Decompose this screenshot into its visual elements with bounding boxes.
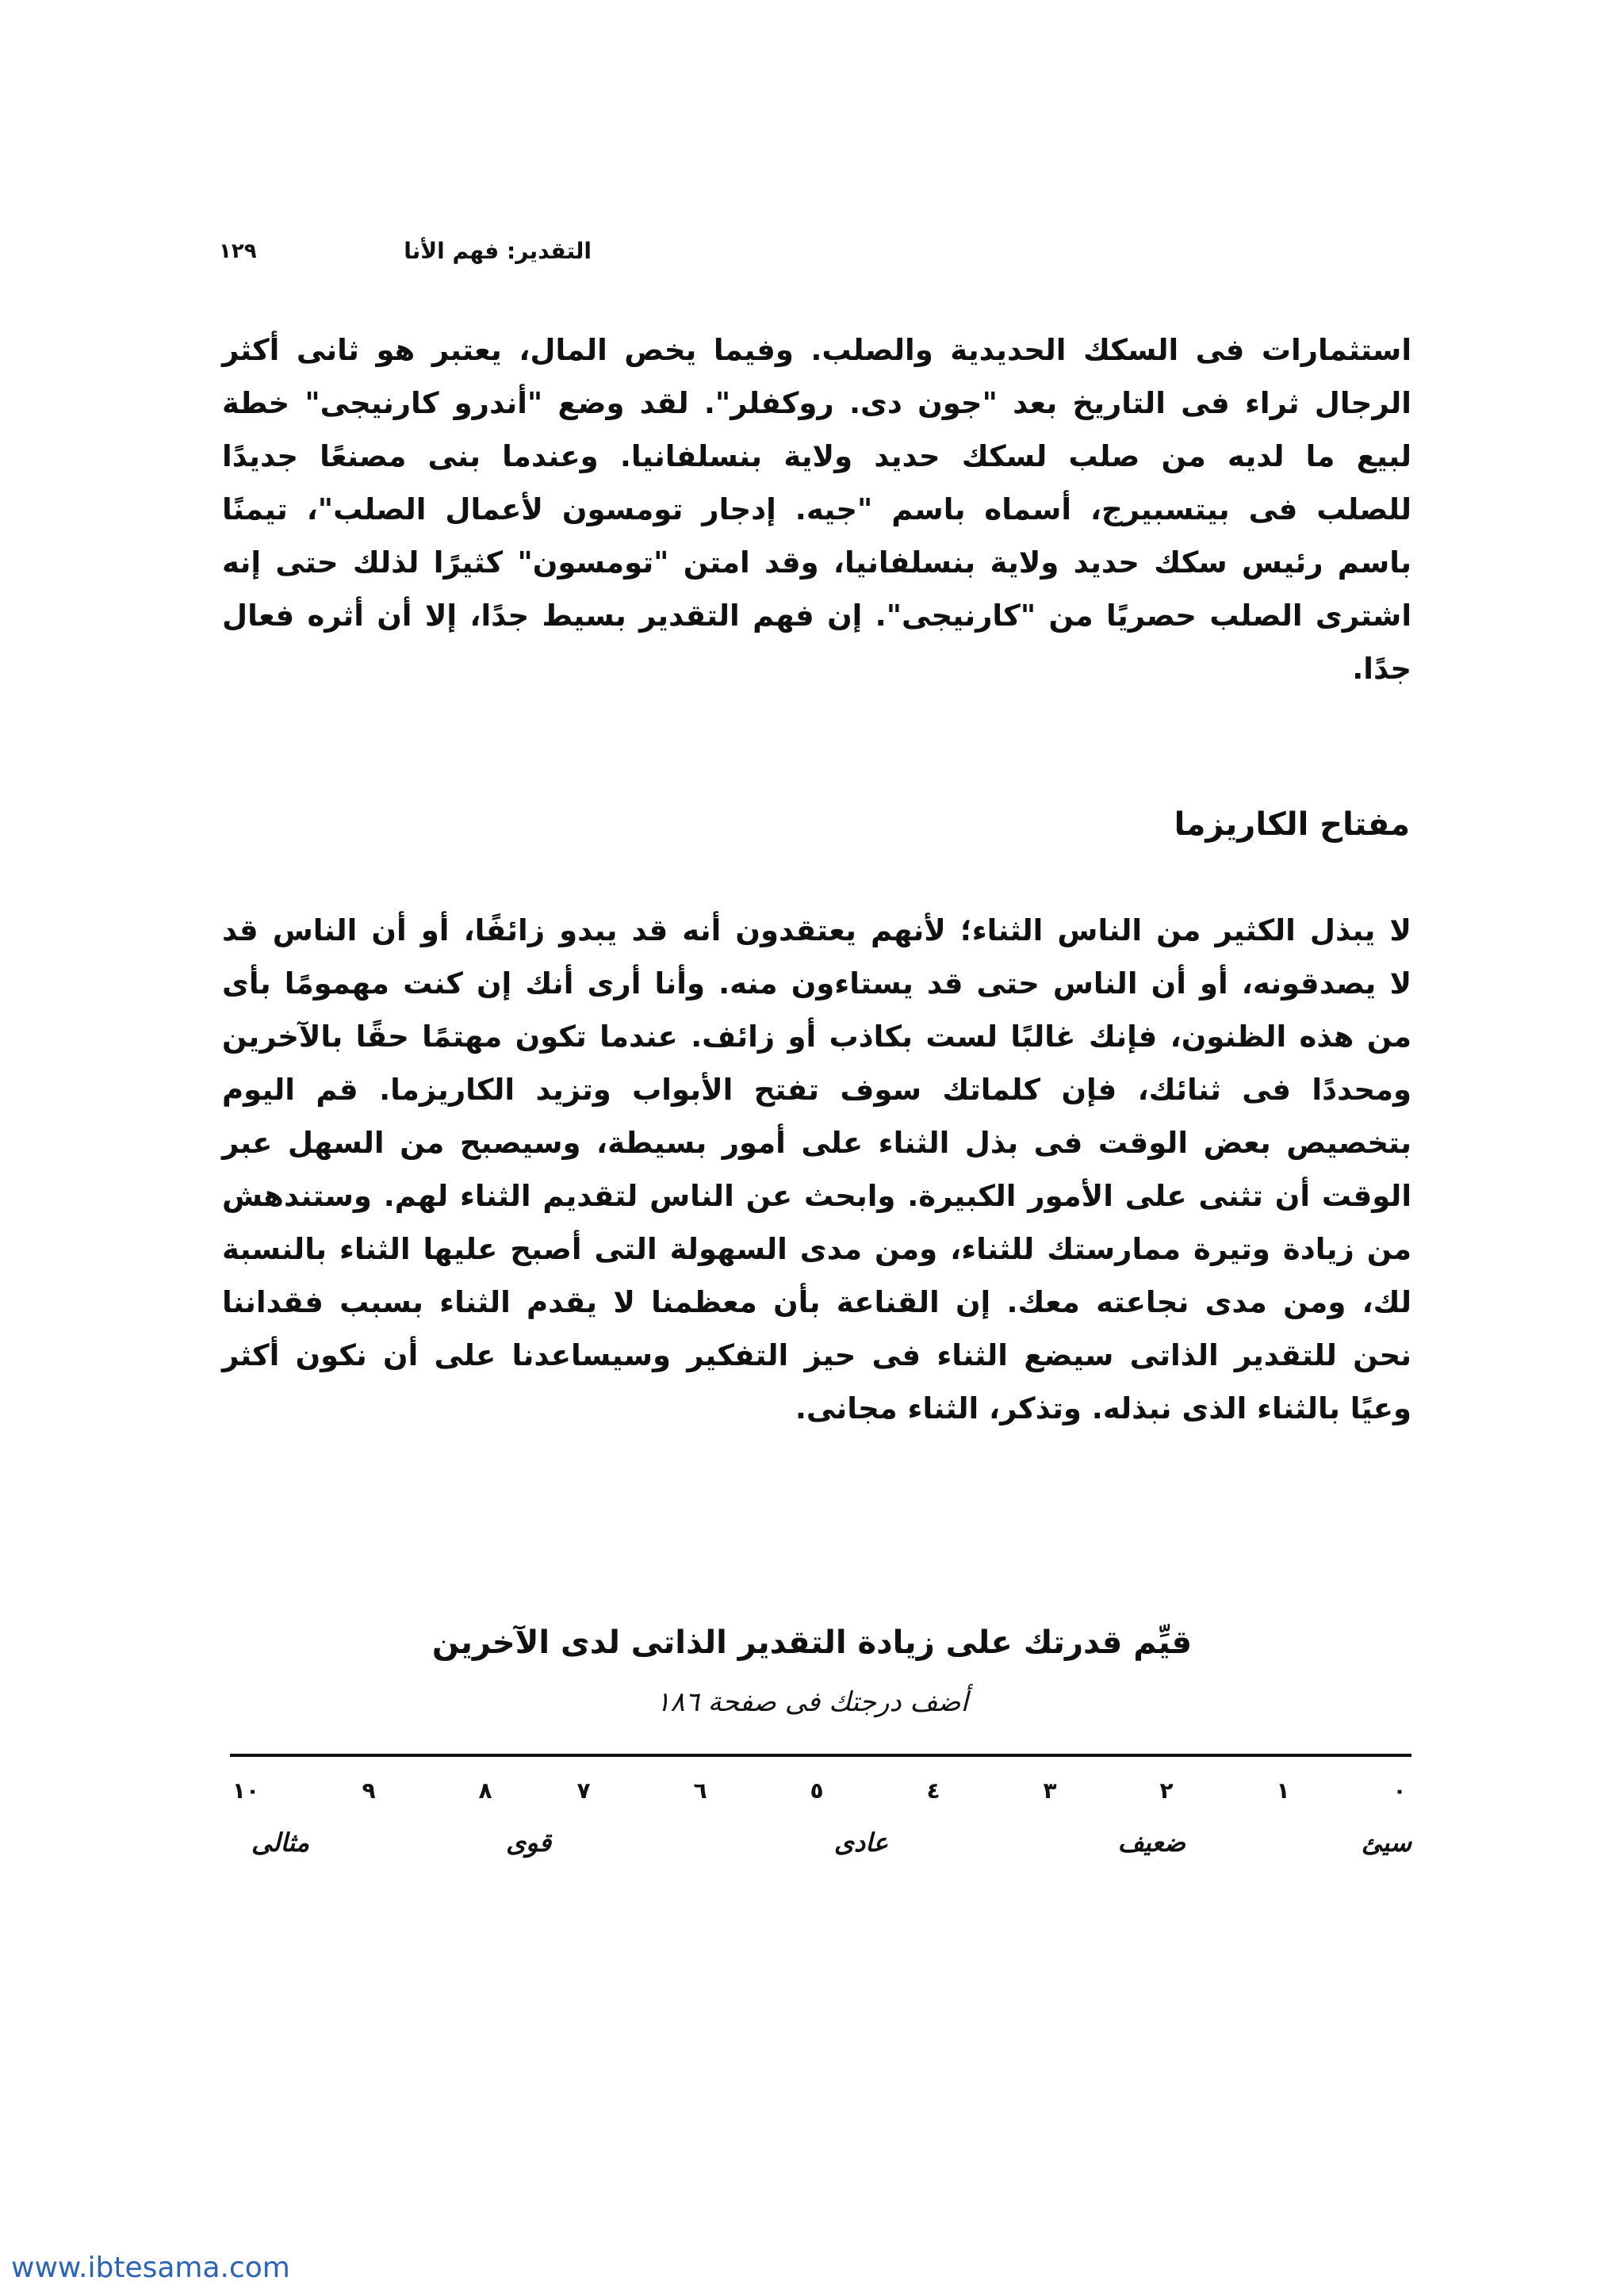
rating-scale-numbers: [230, 1771, 1411, 1811]
scale-number-10: ١٠: [232, 1777, 260, 1804]
paragraph-line: باسم رئيس سكك حديد ولاية بنسلفانيا، وقد امتن "تومسون" كثيرًا لذلك حتى إنه: [222, 545, 1411, 580]
paragraph-line: لك، ومن مدى نجاعته معك. إن القناعة بأن معظمنا لا يقدم الثناء بسبب فقداننا: [222, 1285, 1411, 1319]
paragraph-line: الرجال ثراء فى التاريخ بعد "جون دى. روكفلر". لقد وضع "أندرو كارنيجى" خطة: [222, 386, 1411, 420]
running-title: التقدير: فهم الأنا: [404, 238, 592, 264]
paragraph-line: بتخصيص بعض الوقت فى بذل الثناء على أمور بسيطة، وسيصبح من السهل عبر: [222, 1126, 1411, 1160]
paragraph-line: للصلب فى بيتسبيرج، أسماه باسم "جيه. إدجار تومسون لأعمال الصلب"، تيمنًا: [222, 492, 1411, 526]
page-number: ١٢٩: [219, 239, 257, 263]
paragraph-line: لا يصدقونه، أو أن الناس حتى قد يستاءون منه. وأنا أرى أنك إن كنت مهمومًا بأى: [222, 966, 1411, 1001]
paragraph-line: من زيادة وتيرة ممارستك للثناء، ومن مدى السهولة التى أصبح عليها الثناء بالنسبة: [222, 1232, 1411, 1266]
scale-label-weak: ضعيف: [1117, 1827, 1185, 1858]
scale-number-5: ٥: [810, 1777, 824, 1804]
paragraph-line: ومحددًا فى ثنائك، فإن كلماتك سوف تفتح الأبواب وتزيد الكاريزما. قم اليوم: [222, 1073, 1411, 1107]
paragraph-charisma: [222, 904, 1411, 1435]
paragraph-carnegie: [222, 323, 1411, 695]
running-header: [219, 232, 592, 271]
scale-number-0: ٠: [1392, 1777, 1407, 1804]
rating-title: قيِّم قدرتك على زيادة التقدير الذاتى لدى الآخرين: [431, 1624, 1193, 1661]
scale-number-4: ٤: [926, 1777, 940, 1804]
scale-number-9: ٩: [362, 1777, 376, 1804]
scale-label-ideal: مثالى: [251, 1827, 309, 1858]
scale-number-1: ١: [1276, 1777, 1290, 1804]
scale-number-3: ٣: [1043, 1777, 1057, 1804]
rating-subtitle: أضف درجتك فى صفحة ١٨٦: [656, 1686, 968, 1718]
paragraph-line: اشترى الصلب حصريًا من "كارنيجى". إن فهم التقدير بسيط جدًا، إلا أن أثره فعال: [222, 599, 1411, 633]
rating-scale-labels: [230, 1820, 1411, 1865]
scale-number-6: ٦: [693, 1777, 707, 1804]
section-heading: مفتاح الكاريزما: [1174, 806, 1410, 843]
rating-scale-rule: [230, 1754, 1411, 1757]
scale-number-7: ٧: [576, 1777, 591, 1804]
paragraph-line: وعيًا بالثناء الذى نبذله. وتذكر، الثناء مجانى.: [795, 1391, 1411, 1425]
paragraph-line: استثمارات فى السكك الحديدية والصلب. وفيما يخص المال، يعتبر هو ثانى أكثر: [222, 333, 1411, 367]
scale-label-strong: قوى: [506, 1827, 551, 1858]
scale-number-2: ٢: [1159, 1777, 1174, 1804]
paragraph-line: لا يبذل الكثير من الناس الثناء؛ لأنهم يعتقدون أنه قد يبدو زائفًا، أو أن الناس قد: [222, 913, 1411, 947]
paragraph-line: نحن للتقدير الذاتى سيضع الثناء فى حيز التفكير وسيساعدنا على أن نكون أكثر: [222, 1338, 1411, 1372]
site-watermark: www.ibtesama.com: [11, 2252, 290, 2284]
paragraph-line: لبيع ما لديه من صلب لسكك حديد ولاية بنسلفانيا. وعندما بنى مصنعًا جديدًا: [222, 439, 1411, 473]
paragraph-line: جدًا.: [1352, 652, 1411, 686]
paragraph-line: الوقت أن تثنى على الأمور الكبيرة. وابحث عن الناس لتقديم الثناء لهم. وستندهش: [222, 1179, 1411, 1213]
scale-label-poor: سيئ: [1361, 1827, 1411, 1858]
scale-number-8: ٨: [478, 1777, 492, 1804]
paragraph-line: من هذه الظنون، فإنك غالبًا لست بكاذب أو زائف. عندما تكون مهتمًا حقًا بالآخرين: [222, 1020, 1411, 1054]
scale-label-average: عادى: [833, 1827, 888, 1858]
